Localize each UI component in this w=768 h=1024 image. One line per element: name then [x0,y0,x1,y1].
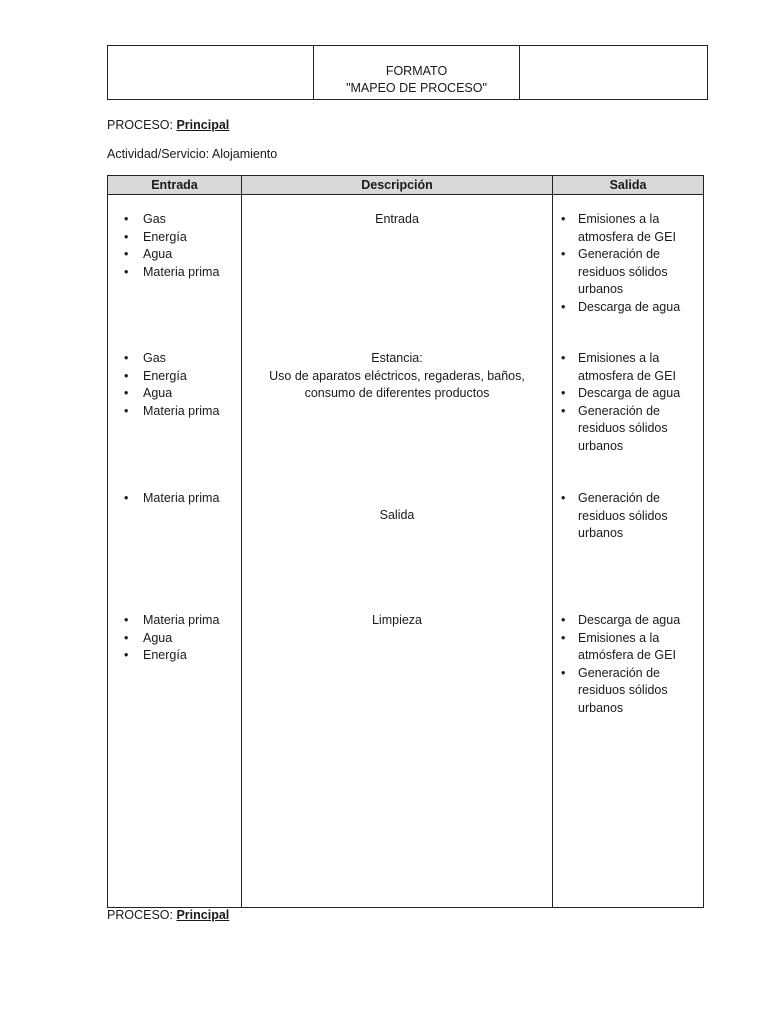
row4-salida-list [553,612,693,717]
list-item: • Generación de residuos sólidos urbanos [553,403,693,456]
row2-descripcion [242,350,552,403]
description-line: Entrada [375,212,419,226]
footer-proceso-line [107,908,229,922]
list-item: • Energía [108,229,219,247]
list-item: • Generación de residuos sólidos urbanos [553,246,693,299]
list-item: • Materia prima [108,264,219,282]
list-item: • Energía [108,368,219,386]
row4-descripcion [242,612,552,630]
row2-salida-list [553,350,693,455]
actividad-value: Alojamiento [211,147,278,161]
description-line: Estancia: [371,351,423,365]
description-line: Salida [379,508,415,522]
header-table [107,45,708,100]
header-descripcion: Descripción [361,178,433,192]
list-item: • Materia prima [108,490,219,508]
list-item: • Agua [108,385,219,403]
column-divider [241,176,242,907]
table-header-row [108,176,703,195]
row1-descripcion [242,211,552,229]
list-item: • Agua [108,246,219,264]
list-item: • Gas [108,350,219,368]
list-item: • Generación de residuos sólidos urbanos [553,665,693,718]
process-table [107,175,704,908]
header-title-line1: FORMATO [385,64,448,78]
row1-salida-list [553,211,693,316]
description-line: consumo de diferentes productos [304,386,490,400]
list-item: • Generación de residuos sólidos urbanos [553,490,693,543]
proceso-label: PROCESO: [107,118,177,132]
proceso-line [107,118,229,132]
proceso-value: Principal [176,118,230,132]
list-item: • Descarga de agua [553,299,693,317]
list-item: • Materia prima [108,403,219,421]
list-item: • Energía [108,647,219,665]
list-item: • Agua [108,630,219,648]
row3-entrada-list [108,490,219,508]
footer-proceso-value: Principal [176,908,230,922]
row1-entrada-list [108,211,219,281]
header-entrada: Entrada [151,178,198,192]
row3-descripcion [242,507,552,525]
footer-proceso-label: PROCESO: [107,908,177,922]
actividad-line [107,147,277,161]
list-item: • Descarga de agua [553,385,693,403]
list-item: • Emisiones a la atmósfera de GEI [553,630,693,665]
description-line: Uso de aparatos eléctricos, regaderas, baños, [269,368,525,383]
header-title-line2: "MAPEO DE PROCESO" [346,81,487,95]
header-salida: Salida [609,178,647,192]
row3-salida-list [553,490,693,543]
list-item: • Emisiones a la atmosfera de GEI [553,211,693,246]
list-item: • Emisiones a la atmosfera de GEI [553,350,693,385]
row2-entrada-list [108,350,219,420]
description-line: Limpieza [371,613,423,627]
list-item: • Gas [108,211,219,229]
row4-entrada-list [108,612,219,665]
actividad-label: Actividad/Servicio: [107,147,212,161]
header-cell-right [520,46,707,99]
list-item: • Descarga de agua [553,612,693,630]
header-cell-left [108,46,314,99]
list-item: • Materia prima [108,612,219,630]
header-cell-title [314,46,520,99]
